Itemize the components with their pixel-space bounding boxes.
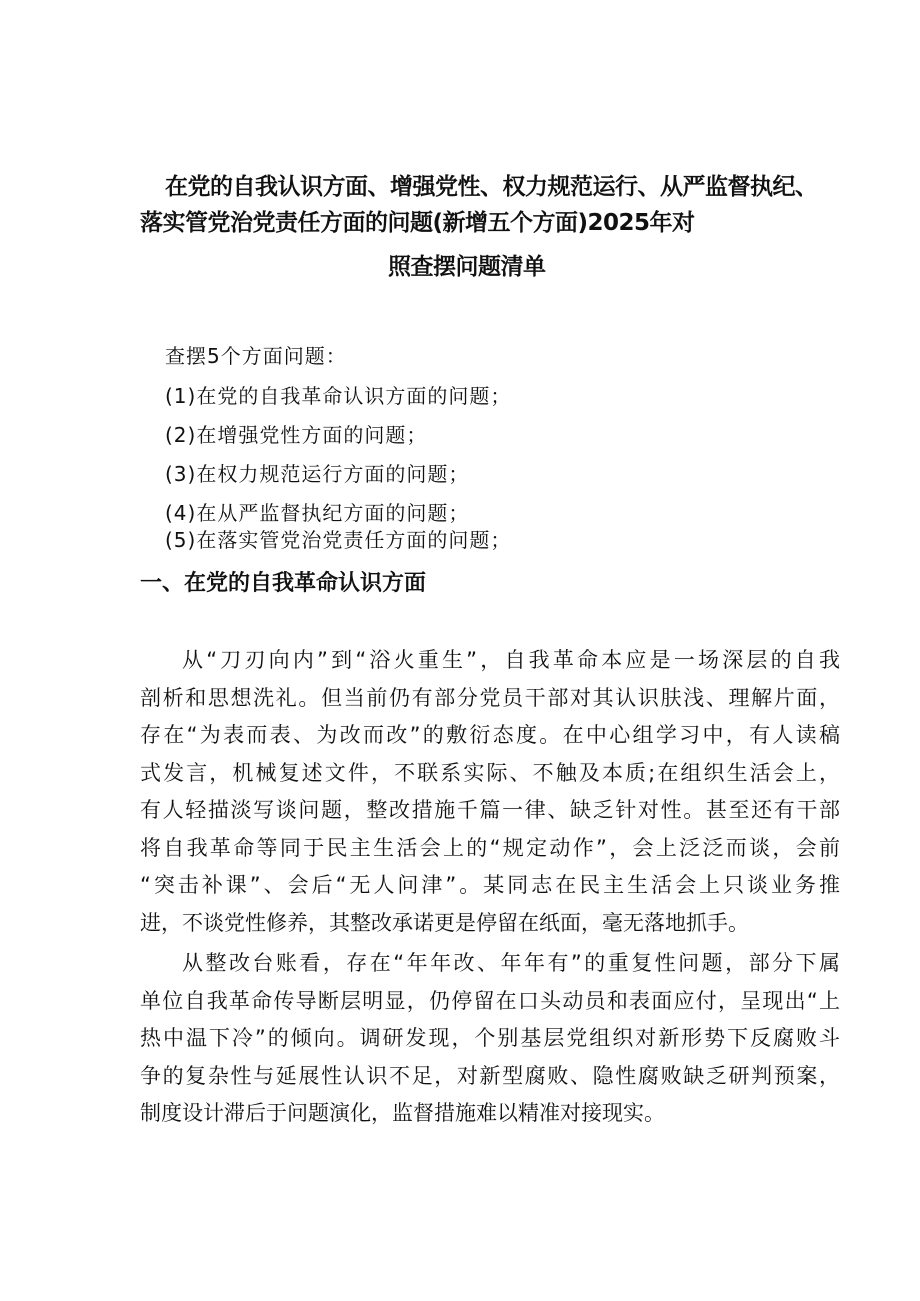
paragraph-line: 将自我革命等同于民主生活会上的“规定动作”，会上泛泛而谈，会前 [140,835,840,860]
paragraph-line: 热中温下冷”的倾向。调研发现，个别基层党组织对新形势下反腐败斗 [140,1026,840,1050]
list-item: (1)在党的自我革命认识方面的问题； [165,384,512,408]
paragraph-line: 存在“为表而表、为改而改”的敷衍态度。在中心组学习中，有人读稿 [140,723,840,747]
paragraph-line: 争的复杂性与延展性认识不足，对新型腐败、隐性腐败缺乏研判预案， [140,1063,840,1088]
list-item: (4)在从严监督执纪方面的问题； [165,501,470,525]
intro-text: 查摆5个方面问题： [165,344,347,368]
title-line-2: 落实管党治党责任方面的问题(新增五个方面)2025年对 [140,210,695,236]
paragraph-line: 剖析和思想洗礼。但当前仍有部分党员干部对其认识肤浅、理解片面， [140,685,840,710]
title-line-1: 在党的自我认识方面、增强党性、权力规范运行、从严监督执纪、 [165,174,818,200]
paragraph-line: 制度设计滞后于问题演化，监督措施难以精准对接现实。 [140,1101,665,1125]
paragraph-line: 式发言，机械复述文件，不联系实际、不触及本质;在组织生活会上， [140,760,840,785]
section-heading: 一、在党的自我革命认识方面 [140,571,427,596]
paragraph-line: 从“刀刃向内”到“浴火重生”，自我革命本应是一场深层的自我 [182,648,840,672]
paragraph-line: 进，不谈党性修养，其整改承诺更是停留在纸面，毫无落地抓手。 [140,910,749,935]
paragraph-line: 从整改台账看，存在“年年改、年年有”的重复性问题，部分下属 [182,951,840,975]
list-item: (3)在权力规范运行方面的问题； [165,462,470,486]
list-item: (5)在落实管党治党责任方面的问题； [165,528,512,552]
paragraph-line: 单位自我革命传导断层明显，仍停留在口头动员和表面应付，呈现出“上 [140,988,840,1013]
title-line-3: 照查摆问题清单 [388,254,546,280]
paragraph-line: 有人轻描淡写谈问题，整改措施千篇一律、缺乏针对性。甚至还有干部 [140,798,840,822]
list-item: (2)在增强党性方面的问题； [165,423,428,447]
paragraph-line: “突击补课”、会后“无人问津”。某同志在民主生活会上只谈业务推 [140,873,840,897]
